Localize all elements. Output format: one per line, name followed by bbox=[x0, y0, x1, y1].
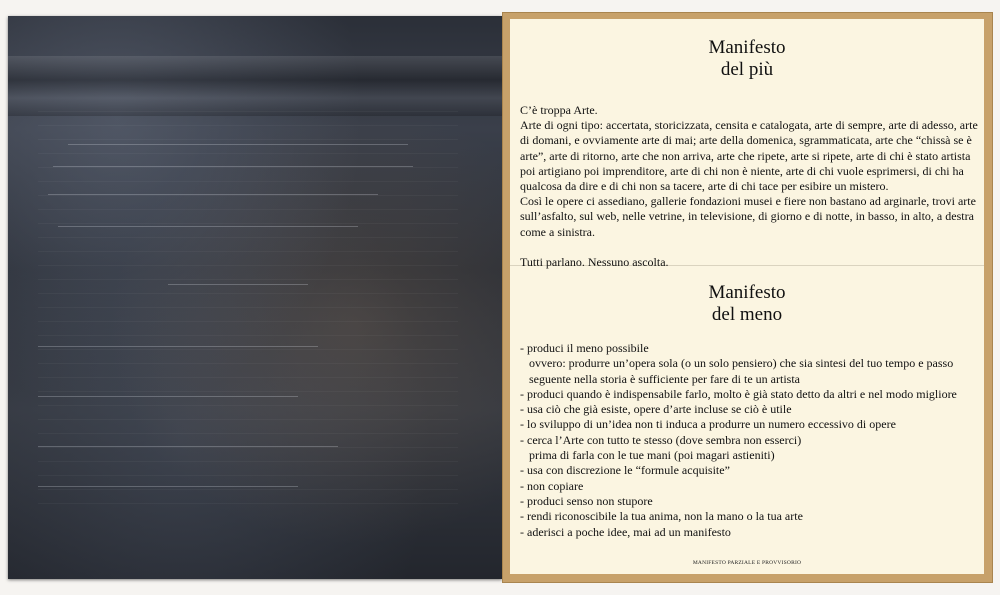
engraved-line bbox=[53, 166, 413, 167]
metal-fold bbox=[8, 56, 502, 116]
title-line: del più bbox=[720, 59, 774, 80]
engraved-line bbox=[38, 446, 338, 447]
text-line: come a sinistra. bbox=[520, 224, 595, 239]
engraved-line bbox=[48, 194, 378, 195]
title-line: del meno bbox=[711, 304, 783, 325]
title-line: Manifesto bbox=[708, 37, 786, 58]
list-item: - produci senso non stupore bbox=[520, 493, 653, 508]
list-item: - lo sviluppo di un’idea non ti induca a produrre un numero eccessivo di opere bbox=[520, 417, 896, 432]
engraved-line bbox=[38, 346, 318, 347]
text-line: Arte di ogni tipo: accertata, storicizzata, censita e catalogata, arte di sempre, arte di adesso, arte bbox=[520, 118, 978, 133]
list-item: prima di farla con le tue mani (poi magari astieniti) bbox=[529, 448, 775, 463]
engraved-line bbox=[38, 486, 298, 487]
text-line: sull’asfalto, sul web, nelle vetrine, in televisione, di giorno e di notte, in basso, in alto, a destra bbox=[520, 209, 974, 224]
text-line: Così le opere ci assediano, gallerie fondazioni musei e fiere non bastano ad arginarle, trovi arte bbox=[520, 194, 976, 209]
list-item: - cerca l’Arte con tutto te stesso (dove sembra non esserci) bbox=[520, 432, 802, 447]
manifesto-del-meno-list bbox=[520, 341, 982, 540]
text-line: arte”, arte di ritorno, arte che non arriva, arte che ripete, arte si ripete, arte di chi è stato artista bbox=[520, 148, 971, 163]
title-line: Manifesto bbox=[708, 282, 786, 303]
list-item: - rendi riconoscibile la tua anima, non la mano o la tua arte bbox=[520, 509, 803, 524]
footer-caption: MANIFESTO PARZIALE E PROVVISORIO bbox=[692, 560, 802, 566]
manifesto-del-piu-text bbox=[520, 103, 980, 270]
engraved-text-texture bbox=[38, 111, 458, 511]
list-item: - usa con discrezione le “formule acquisite” bbox=[520, 463, 730, 478]
list-item: ovvero: produrre un’opera sola (o un solo pensiero) che sia sintesi del tuo tempo e passo bbox=[529, 356, 954, 371]
manifesto-sheet bbox=[510, 19, 984, 574]
paragraph-intro: C’è troppa Arte. bbox=[520, 103, 598, 117]
text-line: qualcosa da dire e di chi non sa tacere, arte di chi tace per esibire un mistero. bbox=[520, 179, 889, 194]
engraved-line bbox=[58, 226, 358, 227]
list-item: - aderisci a poche idee, mai ad un manifesto bbox=[520, 524, 731, 539]
board-frame bbox=[502, 12, 993, 583]
text-line: poi artigiano poi imprenditore, arte di chi non è niente, arte di chi vuole esprimersi, di chi ha bbox=[520, 163, 964, 178]
engraved-line bbox=[68, 144, 408, 145]
text-line: di domani, e ovviamente arte di mai; arte della domenica, sgrammaticata, arte che “chissà se è bbox=[520, 133, 972, 148]
list-item: - produci il meno possibile bbox=[520, 341, 649, 355]
engraved-line bbox=[168, 284, 308, 285]
list-item: - produci quando è indispensabile farlo, molto è già stato detto da altri e nel modo migliore bbox=[520, 386, 957, 401]
list-item: seguente nella storia è sufficiente per fare di te un artista bbox=[529, 371, 800, 386]
title-manifesto-del-meno bbox=[510, 282, 984, 326]
engraved-line bbox=[38, 396, 298, 397]
paragraph-closing: Tutti parlano. Nessuno ascolta. bbox=[520, 254, 669, 269]
list-item: - usa ciò che già esiste, opere d’arte incluse se ciò è utile bbox=[520, 402, 792, 417]
metal-panel bbox=[8, 16, 502, 579]
list-item: - non copiare bbox=[520, 478, 584, 493]
title-manifesto-del-piu bbox=[510, 37, 984, 81]
